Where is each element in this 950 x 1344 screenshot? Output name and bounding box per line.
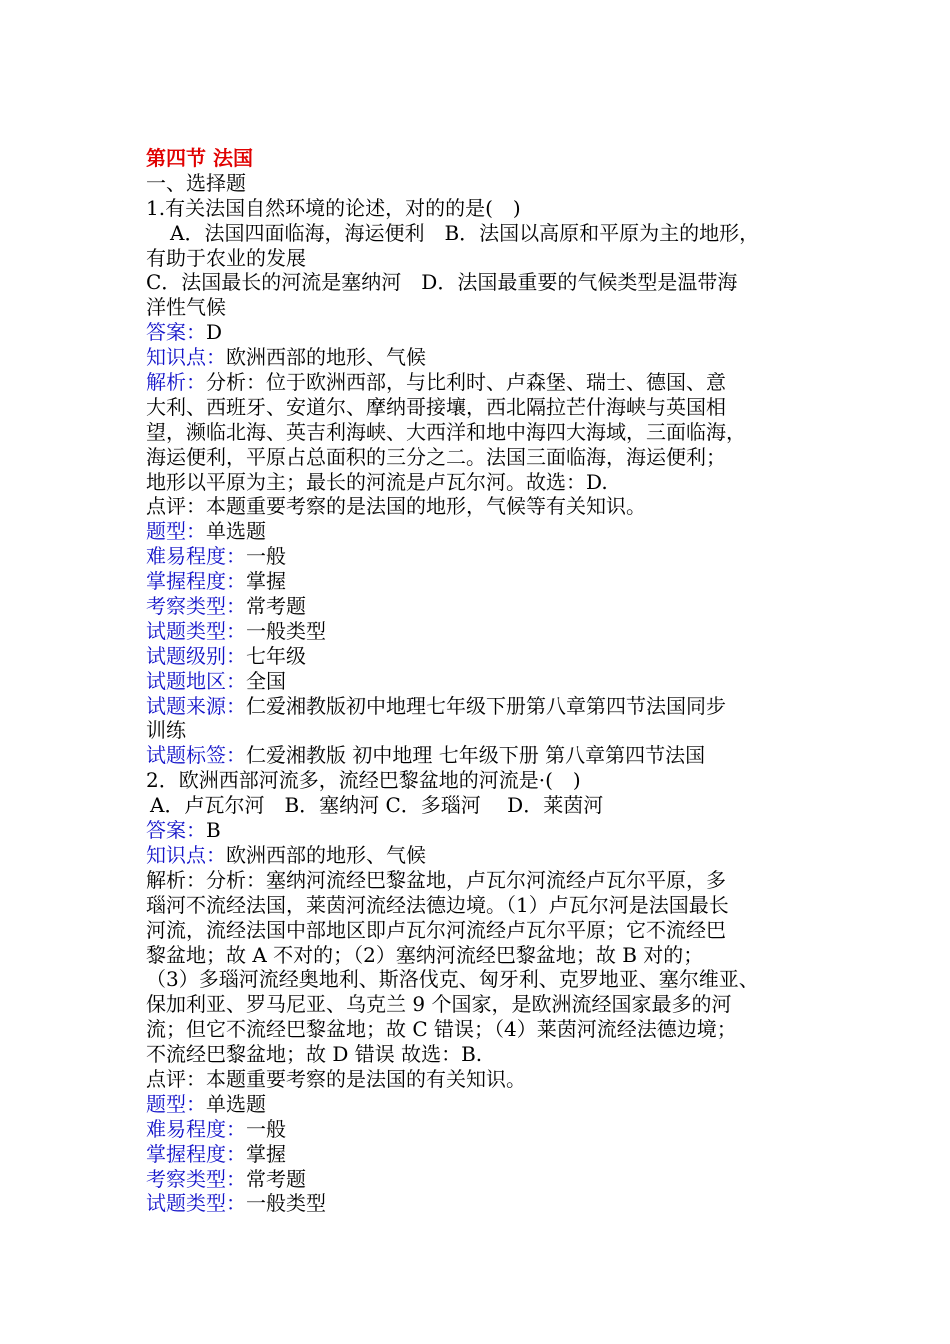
q2-analysis-line: （3）多瑙河流经奥地利、斯洛伐克、匈牙利、克罗地亚、塞尔维亚、: [146, 967, 759, 992]
q2-analysis-line: 河流，流经法国中部地区即卢瓦尔河流经卢瓦尔平原；它不流经巴: [146, 917, 726, 942]
q1-options-line: 有助于农业的发展: [146, 245, 306, 270]
field-label: 题型：: [146, 519, 206, 544]
q2-answer: [146, 818, 826, 843]
answer-value: B: [206, 818, 221, 843]
field-value: 一般: [246, 1116, 286, 1141]
q1-analysis-line: 望，濒临北海、英吉利海峡、大西洋和地中海四大海域，三面临海，: [146, 419, 746, 444]
field-label: 掌握程度：: [146, 1141, 246, 1166]
q2-field: [146, 1167, 826, 1192]
q2-field: [146, 1117, 826, 1142]
field-label: 难易程度：: [146, 544, 246, 569]
q1-knowledge-point: [146, 345, 826, 370]
q2-field: [146, 1142, 826, 1167]
q1-source: [146, 694, 826, 719]
q1-options-line: A．法国四面临海，海运便利 B．法国以高原和平原为主的地形，: [170, 220, 760, 245]
q2-analysis-line: 黎盆地；故 A 不对的；（2）塞纳河流经巴黎盆地；故 B 对的；: [146, 942, 704, 967]
tags-label: 试题标签：: [146, 743, 246, 768]
q1-answer: [146, 320, 826, 345]
q2-knowledge-point: [146, 843, 826, 868]
q1-analysis: [146, 370, 826, 395]
q1-tags: [146, 743, 826, 768]
q2-analysis-line: 解析：分析：塞纳河流经巴黎盆地，卢瓦尔河流经卢瓦尔平原，多: [146, 867, 726, 892]
document-page: [146, 146, 826, 1216]
q2-field: [146, 1191, 826, 1216]
field-label: 试题类型：: [146, 1191, 246, 1216]
field-value: 常考题: [246, 594, 306, 619]
q2-field: [146, 1092, 826, 1117]
q1-field: [146, 519, 826, 544]
q2-comment: 点评：本题重要考察的是法国的有关知识。: [146, 1066, 526, 1091]
q1-analysis-line: 大利、西班牙、安道尔、摩纳哥接壤，西北隔拉芒什海峡与英国相: [146, 394, 726, 419]
q1-field: [146, 644, 826, 669]
q1-analysis-line: 地形以平原为主；最长的河流是卢瓦尔河。故选：D.: [146, 469, 608, 494]
tags-value: 仁爱湘教版 初中地理 七年级下册 第八章第四节法国: [246, 743, 706, 768]
q1-options-line: C．法国最长的河流是塞纳河 D．法国最重要的气候类型是温带海: [146, 270, 738, 295]
q1-question: 1.有关法国自然环境的论述，对的的是( ): [146, 195, 521, 220]
field-value: 掌握: [246, 1141, 286, 1166]
field-label: 难易程度：: [146, 1116, 246, 1141]
knowledge-point-value: 欧洲西部的地形、气候: [226, 842, 426, 867]
q1-field: [146, 594, 826, 619]
answer-label: 答案：: [146, 818, 206, 843]
q1-source-line: 训练: [146, 718, 186, 743]
q2-options: A．卢瓦尔河 B．塞纳河 C．多瑙河 D．莱茵河: [150, 793, 604, 818]
field-label: 试题级别：: [146, 643, 246, 668]
q2-analysis-line: 不流经巴黎盆地；故 D 错误 故选：B.: [146, 1042, 483, 1067]
field-value: 常考题: [246, 1166, 306, 1191]
analysis-label: 解析：: [146, 370, 206, 395]
field-value: 七年级: [246, 643, 306, 668]
q2-analysis-line: 瑙河不流经法国，莱茵河流经法德边境。（1）卢瓦尔河是法国最长: [146, 892, 729, 917]
field-label: 题型：: [146, 1091, 206, 1116]
field-label: 试题类型：: [146, 618, 246, 643]
field-value: 全国: [246, 668, 286, 693]
field-value: 单选题: [206, 519, 266, 544]
field-value: 单选题: [206, 1091, 266, 1116]
page-title: 第四节 法国: [146, 146, 253, 170]
section-heading: 一、选择题: [146, 170, 246, 195]
q1-field: [146, 619, 826, 644]
q1-field: [146, 544, 826, 569]
q1-comment: 点评：本题重要考察的是法国的地形，气候等有关知识。: [146, 494, 646, 519]
answer-value: D: [206, 320, 223, 345]
field-label: 考察类型：: [146, 1166, 246, 1191]
field-value: 一般: [246, 544, 286, 569]
field-label: 考察类型：: [146, 594, 246, 619]
field-label: 试题地区：: [146, 668, 246, 693]
field-label: 掌握程度：: [146, 569, 246, 594]
q2-analysis-line: 流；但它不流经巴黎盆地；故 C 错误；（4）莱茵河流经法德边境；: [146, 1017, 737, 1042]
field-value: 掌握: [246, 569, 286, 594]
knowledge-point-label: 知识点：: [146, 842, 226, 867]
q2-question: 2．欧洲西部河流多，流经巴黎盆地的河流是·( ): [146, 768, 581, 793]
q1-analysis-line: 海运便利，平原占总面积的三分之二。法国三面临海，海运便利；: [146, 444, 726, 469]
q1-field: [146, 669, 826, 694]
analysis-text: 分析：位于欧洲西部，与比利时、卢森堡、瑞士、德国、意: [206, 370, 726, 395]
q1-field: [146, 569, 826, 594]
field-value: 一般类型: [246, 618, 326, 643]
q1-options-line: 洋性气候: [146, 295, 226, 320]
knowledge-point-label: 知识点：: [146, 345, 226, 370]
source-label: 试题来源：: [146, 693, 246, 718]
source-value: 仁爱湘教版初中地理七年级下册第八章第四节法国同步: [246, 693, 726, 718]
q2-analysis-line: 保加利亚、罗马尼亚、乌克兰 9 个国家，是欧洲流经国家最多的河: [146, 992, 732, 1017]
field-value: 一般类型: [246, 1191, 326, 1216]
answer-label: 答案：: [146, 320, 206, 345]
knowledge-point-value: 欧洲西部的地形、气候: [226, 345, 426, 370]
